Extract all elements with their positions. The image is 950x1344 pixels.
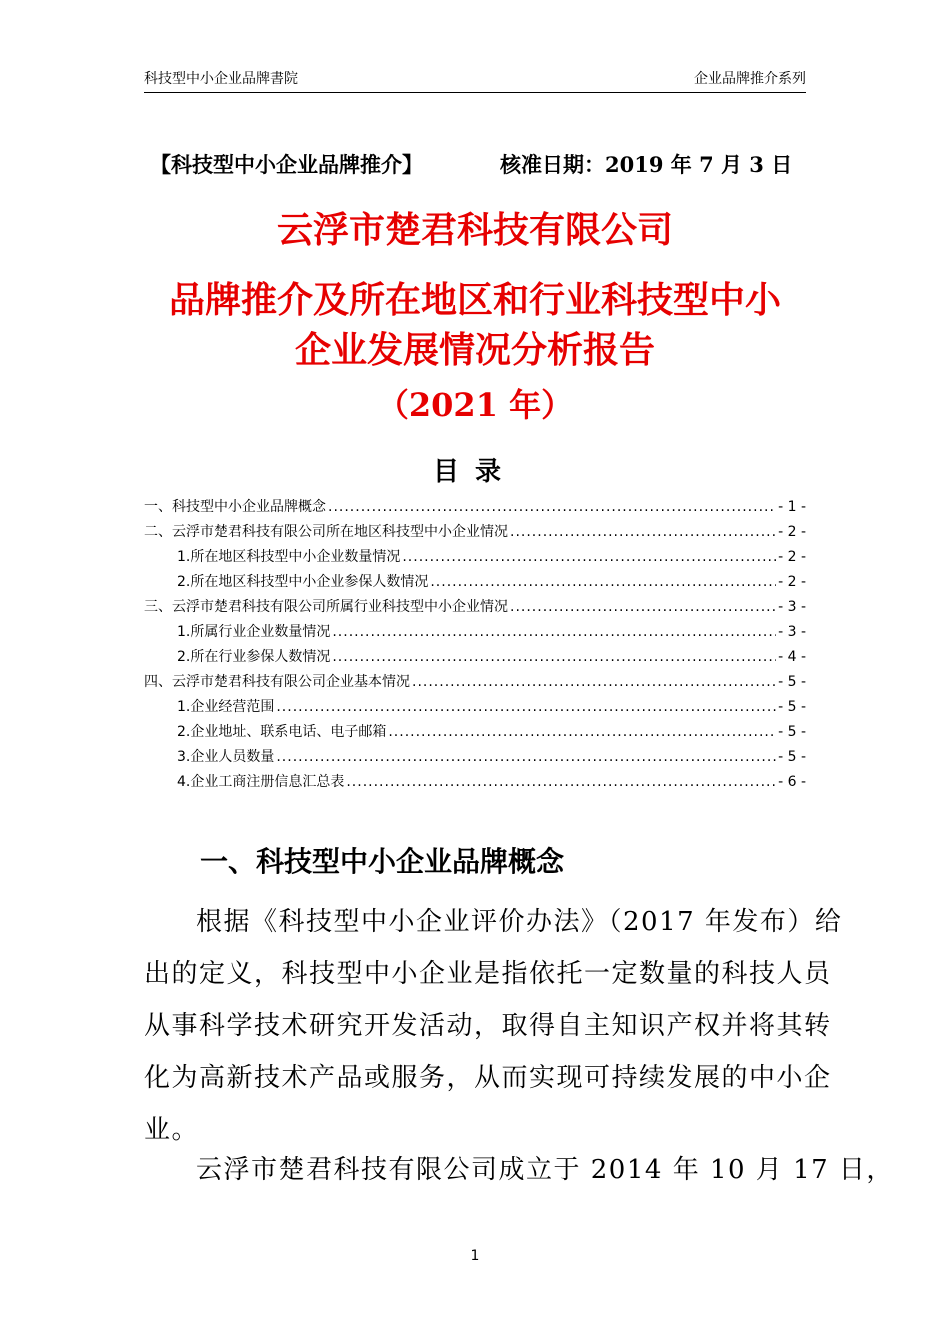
toc-heading: 目录 (432, 457, 517, 487)
toc-item-page: - 3 - (778, 624, 806, 640)
toc-item[interactable] (144, 671, 806, 696)
title-line-1: 云浮市楚君科技有限公司 (276, 209, 673, 251)
meta-line (150, 149, 810, 179)
toc-item-page: - 2 - (778, 524, 806, 540)
toc-item-label: 3.企业人员数量 (177, 749, 275, 765)
toc-leader (332, 624, 776, 640)
title-line-2: 品牌推介及所在地区和行业科技型中小 (168, 279, 781, 321)
toc-item-page: - 5 - (778, 749, 806, 765)
toc-item[interactable] (144, 621, 806, 646)
section-heading: 一、科技型中小企业品牌概念 (200, 845, 565, 878)
toc-leader (402, 549, 776, 565)
toc-item-label: 二、云浮市楚君科技有限公司所在地区科技型中小企业情况 (144, 524, 508, 540)
paragraph-line: 出的定义，科技型中小企业是指依托一定数量的科技人员 (144, 959, 832, 989)
toc-item[interactable] (144, 596, 806, 621)
toc-item[interactable] (144, 546, 806, 571)
toc-item-page: - 5 - (778, 724, 806, 740)
approval-date: 核准日期：2019 年 7 月 3 日 (500, 152, 793, 177)
toc-item-label: 1.企业经营范围 (177, 699, 275, 715)
toc-item-page: - 6 - (778, 774, 806, 790)
toc-item-label: 2.所在地区科技型中小企业参保人数情况 (177, 574, 429, 590)
toc-leader (412, 674, 776, 690)
paragraph-line: 从事科学技术研究开发活动，取得自主知识产权并将其转 (144, 1011, 832, 1041)
title-year: （2021 年） (376, 386, 574, 424)
toc-item[interactable] (144, 571, 806, 596)
toc-item-label: 4.企业工商注册信息汇总表 (177, 774, 345, 790)
toc-item[interactable] (144, 496, 806, 521)
toc-item-page: - 5 - (778, 674, 806, 690)
toc-item-page: - 4 - (778, 649, 806, 665)
toc-item[interactable] (144, 646, 806, 671)
series-tag: 【科技型中小企业品牌推介】 (150, 152, 423, 177)
toc-item-label: 2.所在行业参保人数情况 (177, 649, 331, 665)
paragraph-line: 业。 (144, 1115, 200, 1145)
toc-leader (332, 649, 776, 665)
paragraph-line: 云浮市楚君科技有限公司成立于 2014 年 10 月 17 日， (196, 1155, 894, 1185)
toc-item-page: - 2 - (778, 549, 806, 565)
toc-item-page: - 1 - (778, 499, 806, 515)
toc-leader (388, 724, 776, 740)
paragraph-line: 根据《科技型中小企业评价办法》（2017 年发布）给 (196, 907, 843, 937)
body-paragraph (144, 1144, 894, 1196)
toc-item-page: - 2 - (778, 574, 806, 590)
toc-item-label: 四、云浮市楚君科技有限公司企业基本情况 (144, 674, 410, 690)
toc-leader (328, 499, 776, 515)
toc-item[interactable] (144, 521, 806, 546)
toc-item-label: 1.所属行业企业数量情况 (177, 624, 331, 640)
toc-item[interactable] (144, 746, 806, 771)
body-paragraph (144, 896, 843, 1156)
toc-item[interactable] (144, 696, 806, 721)
toc-item-label: 1.所在地区科技型中小企业数量情况 (177, 549, 401, 565)
toc-leader (510, 524, 776, 540)
toc-item-page: - 3 - (778, 599, 806, 615)
toc-item-label: 2.企业地址、联系电话、电子邮箱 (177, 724, 387, 740)
title-line-3: 企业发展情况分析报告 (294, 329, 655, 371)
toc-item[interactable] (144, 721, 806, 746)
toc-item[interactable] (144, 771, 806, 796)
paragraph-line: 化为高新技术产品或服务，从而实现可持续发展的中小企 (144, 1063, 832, 1093)
page-header (144, 66, 806, 93)
header-left-text: 科技型中小企业品牌書院 (144, 71, 298, 87)
toc-item-label: 三、云浮市楚君科技有限公司所属行业科技型中小企业情况 (144, 599, 508, 615)
header-right-text: 企业品牌推介系列 (694, 71, 806, 87)
toc-leader (430, 574, 776, 590)
toc-leader (510, 599, 776, 615)
toc-leader (276, 749, 776, 765)
toc-item-label: 一、科技型中小企业品牌概念 (144, 499, 326, 515)
toc-leader (346, 774, 776, 790)
table-of-contents (144, 496, 806, 796)
toc-item-page: - 5 - (778, 699, 806, 715)
page-number: 1 (470, 1248, 480, 1264)
toc-leader (276, 699, 776, 715)
